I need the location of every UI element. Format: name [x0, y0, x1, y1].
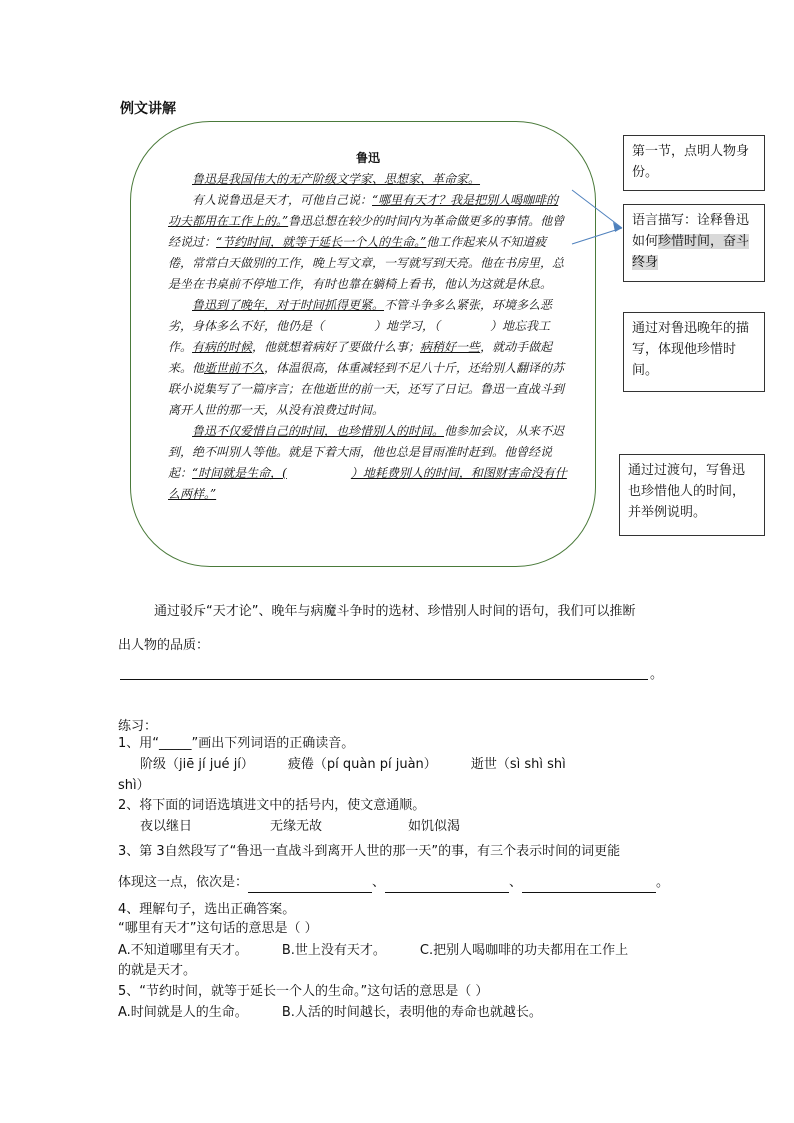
- note-box-2: [623, 204, 765, 282]
- q1-word-2[interactable]: 疲倦（pí quàn pí juàn）: [287, 757, 437, 772]
- essay-p3-e: ，就动手做起来。他: [168, 340, 553, 375]
- summary-end-mark: 。: [650, 667, 664, 682]
- essay-p3-a: 不管斗争多么紧张，环境多么恶劣，身体多么不好，他仍是（: [168, 298, 553, 333]
- essay-p3-u3: 病稍好一些: [420, 340, 481, 354]
- essay-p4-u2b: ）地耗费别人的时间，和图财害命没有什么两样。”: [168, 466, 567, 501]
- essay-p4-u2a: “时间就是生命，(: [192, 466, 287, 480]
- q2-text: 2、将下面的词语选填进文中的括号内，使文意通顺。: [118, 798, 426, 813]
- essay-title: 鲁迅: [355, 151, 380, 165]
- note-1-text: 第一节，点明人物身份。: [632, 144, 750, 180]
- q3-answer-1[interactable]: [248, 878, 372, 893]
- exercise-title: 练习：: [118, 719, 158, 734]
- essay-paragraph-4: [168, 421, 568, 505]
- q5-option-a[interactable]: A.时间就是人的生命。: [118, 1005, 248, 1020]
- essay-p3-f: ，体温很高，体重减轻到不足八十斤，还给别人翻译的苏联小说集写了一篇序言；在他逝世的前一天，还写了日记。鲁迅一直战斗到离开人世的那一天，从没有浪费过时间。: [168, 361, 565, 417]
- summary-line-2: 出人物的品质：: [118, 638, 210, 653]
- connector-arrowhead: [613, 222, 622, 232]
- essay-p2-quote1: “哪里有天才？我是把别人喝咖啡的功夫都用在工作上的。”: [168, 193, 559, 228]
- q3-sep-2: 、: [509, 875, 523, 890]
- essay-paragraph-3: [168, 295, 568, 421]
- q1-options: [140, 754, 680, 775]
- q2-options: [140, 816, 700, 837]
- q4-text: 4、理解句子，选出正确答案。: [118, 902, 296, 917]
- essay-p3-b: ）地学习，（: [374, 319, 441, 333]
- note-box-1: [623, 135, 765, 191]
- q4-option-b[interactable]: B.世上没有天才。: [281, 943, 386, 958]
- q3-answer-3[interactable]: [522, 878, 656, 893]
- essay-paragraph-2: [168, 190, 568, 295]
- essay-p2-a: 有人说鲁迅是天才，可他自己说：: [192, 193, 373, 207]
- q1-word-3-cont: shì）: [118, 778, 150, 793]
- note-4-text: 通过过渡句，写鲁迅也珍惜他人的时间，并举例说明。: [628, 463, 746, 520]
- essay-p3-d: ，他就想着病好了要做什么事；: [252, 340, 421, 354]
- essay-p2-b: 鲁迅总想在较少的时间内为革命做更多的事情。他曾经说过：: [168, 214, 565, 249]
- essay-p3-u1: 鲁迅到了晚年，对于时间抓得更紧。: [192, 298, 385, 312]
- q2-word-3: 如饥似渴: [408, 819, 461, 834]
- q3-sep-1: 、: [372, 875, 386, 890]
- q4-option-c-cont: 的就是天才。: [118, 963, 197, 978]
- q2-word-1: 夜以继日: [140, 819, 193, 834]
- q4-option-a[interactable]: A.不知道哪里有天才。: [118, 943, 248, 958]
- q4-option-c[interactable]: C.把别人喝咖啡的功夫都用在工作上: [419, 943, 629, 958]
- q3-text-a: 3、第 3自然段写了“鲁迅一直战斗到离开人世的那一天”的事，有三个表示时间的词更能: [118, 844, 621, 859]
- note-box-4: [619, 454, 765, 536]
- q5-options: [118, 1002, 678, 1023]
- essay-p4-u1: 鲁迅不仅爱惜自己的时间，也珍惜别人的时间。: [192, 424, 445, 438]
- essay-p3-c: ）地忘我工作。: [168, 319, 551, 354]
- q4-sentence: “哪里有天才”这句话的意思是（ ）: [118, 921, 318, 936]
- q4-options: [118, 940, 688, 961]
- q1-text: 1、用“_____”画出下列词语的正确读音。: [118, 736, 355, 751]
- q5-text: 5、“节约时间，就等于延长一个人的生命。”这句话的意思是（ ）: [118, 984, 489, 999]
- essay-p2-quote2: “节约时间，就等于延长一个人的生命。”: [216, 235, 427, 249]
- essay-p3-u2: 有病的时候: [192, 340, 253, 354]
- q1-word-3[interactable]: 逝世（sì shì shì: [470, 757, 566, 772]
- q3-text-b: 体现这一点，依次是：: [118, 875, 249, 890]
- essay-p2-c: 他工作起来从不知道疲倦，常常白天做别的工作，晚上写文章，一写就写到天亮。他在书房里，总是坐在书桌前不停地工作，有时也靠在躺椅上看书，他认为这就是休息。: [168, 235, 565, 291]
- q3-answer-2[interactable]: [385, 878, 509, 893]
- summary-line-1: 通过驳斥“天才论”、晚年与病魔斗争时的选材、珍惜别人时间的语句，我们可以推断: [154, 604, 636, 619]
- note-3-text: 通过对鲁迅晚年的描写，体现他珍惜时间。: [632, 321, 750, 378]
- essay-p4-a: 他参加会议，从来不迟到，绝不叫别人等他。就是下着大雨，他也总是冒雨准时赶到。他曾经说起：: [168, 424, 565, 480]
- essay-paragraph-1: [168, 169, 568, 190]
- q2-word-2: 无缘无故: [270, 819, 323, 834]
- note-box-3: [623, 312, 765, 392]
- q1-word-1[interactable]: 阶级（jiē jí jué jí）: [140, 757, 254, 772]
- q5-option-b[interactable]: B.人活的时间越长，表明他的寿命也就越长。: [281, 1005, 542, 1020]
- q3-line: [118, 872, 688, 893]
- q3-end: 。: [656, 875, 670, 890]
- section-heading: 例文讲解: [120, 101, 176, 117]
- essay-text: [168, 148, 568, 505]
- note-2-text-highlight: 珍惜时间，奋斗终身: [632, 234, 750, 270]
- summary-answer-field[interactable]: [120, 679, 648, 680]
- essay-p1: 鲁迅是我国伟大的无产阶级文学家、思想家、革命家。: [192, 172, 481, 186]
- note-2-text-a: 语言描写：诠释鲁迅如何: [632, 213, 750, 249]
- essay-p3-u4: 逝世前不久: [204, 361, 265, 375]
